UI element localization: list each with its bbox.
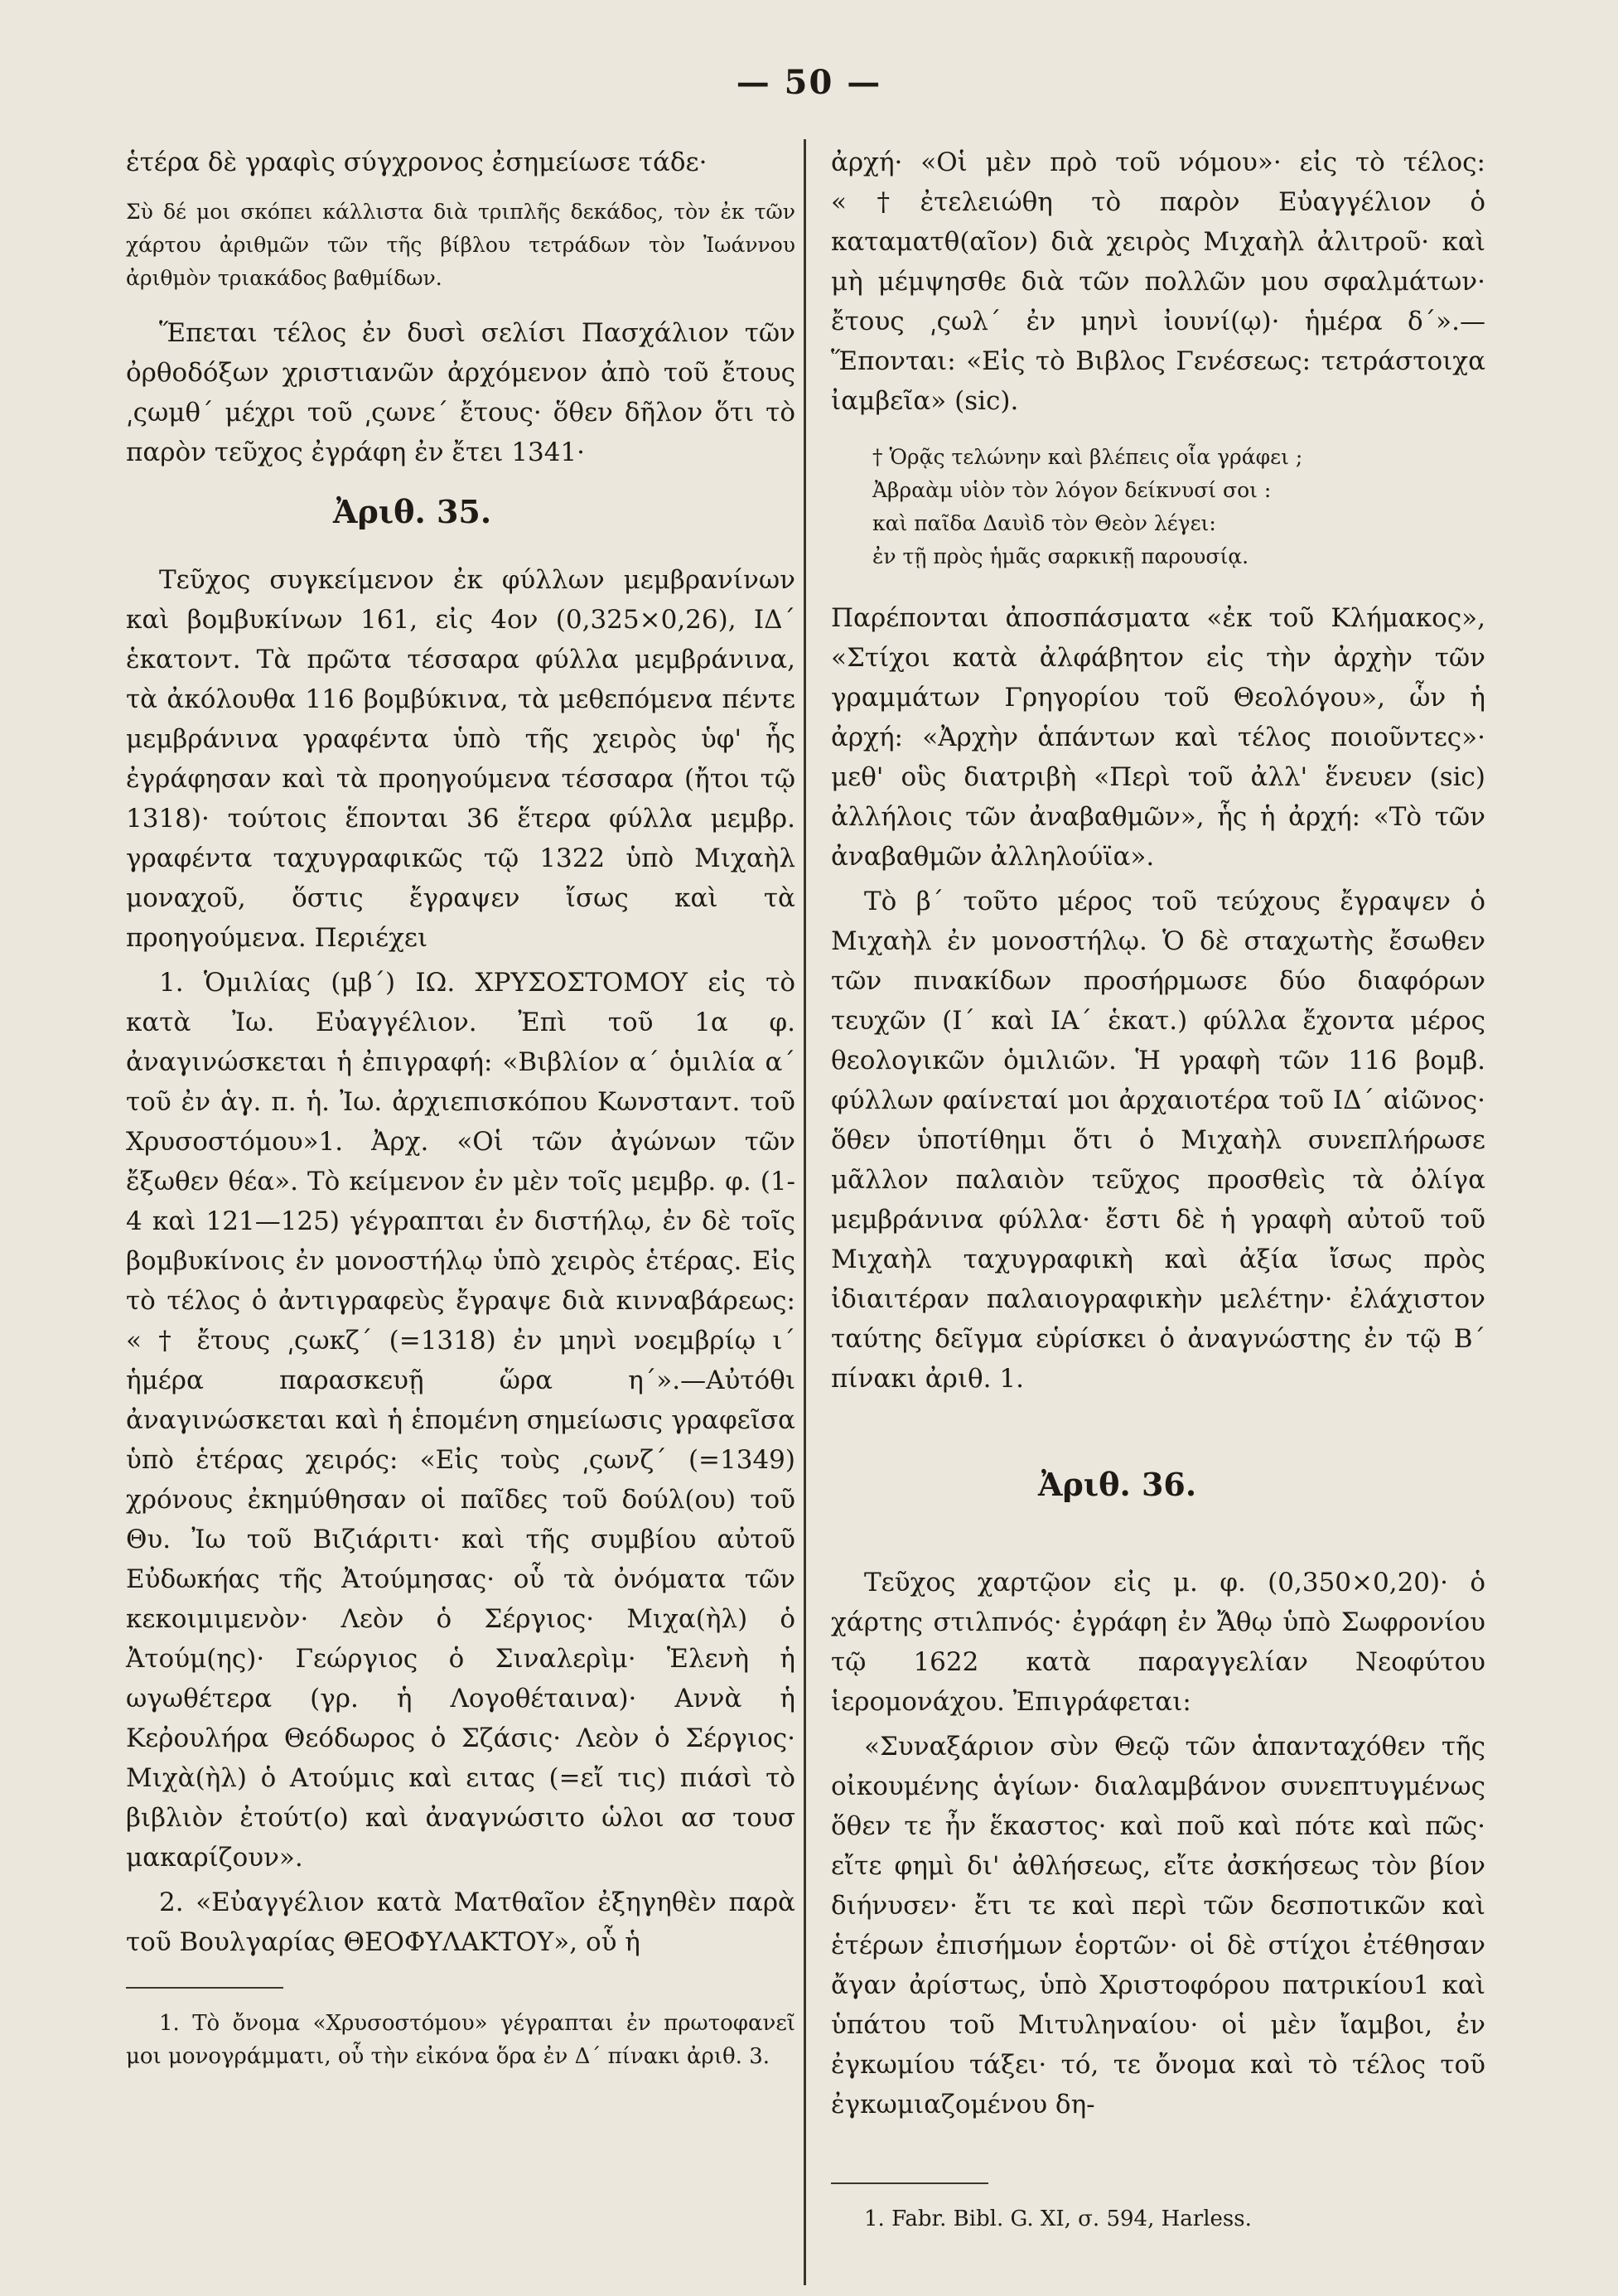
paragraph: Τὸ β΄ τοῦτο μέρος τοῦ τεύχους ἔγραψεν ὁ Μιχαὴλ ἐν μονοστήλῳ. Ὁ δὲ σταχωτὴς ἔσωθεν τῶν πινακίδων προσήρμωσε δύο διαφόρων τευχῶν (Ι΄ καὶ ΙΑ΄ ἑκατ.) φύλλα ἔχοντα μέρος θεολογικῶν ὁμιλιῶν. Ἡ γραφὴ τῶν 116 βομβ. φύλλων φαίνεταί μοι ἀρχαιοτέρα τοῦ ΙΔ΄ αἰῶνος· ὅθεν ὑποτίθημι ὅτι ὁ Μιχαὴλ συνεπλήρωσε μᾶλλον παλαιὸν τεῦχος προσθεὶς τὰ ὀλίγα μεμβράνινα φύλλα· ἔστι δὲ ἡ γραφὴ αὐτοῦ τοῦ Μιχαὴλ ταχυγραφικὴ καὶ ἀξία ἴσως πρὸς ἰδιαιτέραν παλαιογραφικὴν μελέτην· ἐλάχιστον ταύτης δεῖγμα εὑρίσκει ὁ ἀναγνώστης ἐν τῷ Β΄ πίνακι ἀριθ. 1.	[831, 887, 1485, 1394]
paragraph: ἀρχή· «Οἱ μὲν πρὸ τοῦ νόμου»· εἰς τὸ τέλος: «†ἐτελειώθη τὸ παρὸν Εὐαγγέλιον ὁ καταματθ(αῖον) διὰ χειρὸς Μιχαὴλ ἀλιτροῦ· καὶ μὴ μέμψησθε διὰ τῶν πολλῶν μου σφαλμάτων· ἔτους ͵ςωλ΄ ἐν μηνὶ ἰουνί(ῳ)· ἡμέρα δ΄».—Ἕπονται: «Εἰς τὸ Βιβλος Γενέσεως: τετράστοιχα ἰαμβεῖα» (sic).	[831, 147, 1485, 416]
right-column	[831, 143, 1485, 2240]
small-note: Σὺ δέ μοι σκόπει κάλλιστα διὰ τριπλῆς δεκάδος, τὸν ἐκ τῶν χάρτου ἀριθμῶν τῶν τῆς βίβλου τετράδων τὸν Ἰωάννου ἀριθμὸν τριακάδος βαθμίδων.	[126, 200, 795, 290]
verse-line: † Ὁρᾷς τελώνην καὶ βλέπεις οἷα γράφει ;	[872, 445, 1303, 469]
left-column	[126, 143, 795, 2078]
verse-block	[872, 441, 1485, 573]
entry-heading-35: Ἀριθ. 35.	[333, 493, 492, 530]
paragraph: Τεῦχος χαρτῷον εἰς μ. φ. (0,350×0,20)· ὁ χάρτης στιλπνός· ἐγράφη ἐν Ἄθῳ ὑπὸ Σωφρονίου τῷ 1622 κατὰ παραγγελίαν Νεοφύτου ἱερομονάχου. Ἐπιγράφεται:	[831, 1568, 1485, 1717]
footnote-rule	[831, 2182, 988, 2184]
entry-heading-36: Ἀριθ. 36.	[1038, 1466, 1197, 1503]
paragraph: 2. «Εὐαγγέλιον κατὰ Ματθαῖον ἐξηγηθὲν παρὰ τοῦ Βουλγαρίας ΘΕΟΦΥΛΑΚΤΟΥ», οὗ ἡ	[126, 1888, 795, 1957]
paragraph: «Συναξάριον σὺν Θεῷ τῶν ἁπανταχόθεν τῆς οἰκουμένης ἁγίων· διαλαμβάνον συνεπτυγμένως ὅθεν τε ἦν ἕκαστος· καὶ ποῦ καὶ πότε καὶ πῶς· εἴτε φημὶ δι' ἀθλήσεως, εἴτε ἀσκήσεως τὸν βίον διήνυσεν· ἔτι τε καὶ περὶ τῶν δεσποτικῶν καὶ ἑτέρων ἐπισήμων ἑορτῶν· οἱ δὲ στίχοι ἐτέθησαν ἄγαν ἀρίστως, ὑπὸ Χριστοφόρου πατρικίου1 καὶ ὑπάτου τοῦ Μιτυληναίου· οἱ μὲν ἴαμβοι, ἐν ἐγκωμίου τάξει· τό, τε ὄνομα καὶ τὸ τέλος τοῦ ἐγκωμιαζομένου δη-	[831, 1732, 1485, 2120]
paragraph: 1. Ὁμιλίας (μβ΄) ΙΩ. ΧΡΥΣΟΣΤΟΜΟΥ εἰς τὸ κατὰ Ἰω. Εὐαγγέλιον. Ἐπὶ τοῦ 1α φ. ἀναγινώσκεται ἡ ἐπιγραφή: «Βιβλίον α΄ ὁμιλία α΄ τοῦ ἐν ἁγ. π. ἡ. Ἰω. ἀρχιεπισκόπου Κωνσταντ. τοῦ Χρυσοστόμου»1. Ἀρχ. «Οἱ τῶν ἀγώνων τῶν ἔξωθεν θέα». Τὸ κείμενον ἐν μὲν τοῖς μεμβρ. φ. (1-4 καὶ 121—125) γέγραπται ἐν διστήλῳ, ἐν δὲ τοῖς βομβυκίνοις ἐν μονοστήλῳ ὑπὸ χειρὸς ἑτέρας. Εἰς τὸ τέλος ὁ ἀντιγραφεὺς ἔγραψε διὰ κινναβάρεως: « † ἔτους ͵ςωκζ΄ (=1318) ἐν μηνὶ νοεμβρίῳ ι΄ ἡμέρα παρασκευῇ ὥρα η΄».—Αὐτόθι ἀναγινώσκεται καὶ ἡ ἑπομένη σημείωσις γραφεῖσα ὑπὸ ἑτέρας χειρός: «Εἰς τοὺς ͵ςωνζ΄ (=1349) χρόνους ἐκημύθησαν οἱ παῖδες τοῦ δούλ(ου) τοῦ Θυ. Ἰω τοῦ Βιζιάριτι· καὶ τῆς συμβίου αὐτοῦ Εὐδωκήας τῆς Ἀτούμησας· οὗ τὰ ὀνόματα τῶν κεκοιμιμενὸν· Λεὸν ὁ Σέργιος· Μιχα(ὴλ) ὁ Ἀτούμ(ης)· Γεώργιος ὁ Σιναλερὶμ· Ἑλενὴ ἡ ωγωθέτερα (γρ. ἡ Λογοθέταινα)· Αννὰ ἡ Κεῤουλήρα Θεόδωρος ὁ Σζάσις· Λεὸν ὁ Σέργιος· Μιχὰ(ὴλ) ὁ Ατούμις καὶ ειτας (=εἴ τις) πιάσὶ τὸ βιβλιὸν ἐτούτ(ο) καὶ ἀναγνώσιτο ὡλοι ασ τουσ μακαρίζουν».	[126, 968, 795, 1873]
verse-line: καὶ παῖδα Δαυὶδ τὸν Θεὸν λέγει:	[872, 511, 1216, 535]
intro-line: ἑτέρα δὲ γραφὶς σύγχρονος ἐσημείωσε τάδε·	[126, 147, 708, 177]
column-divider	[804, 139, 806, 2285]
footnote: 1. Τὸ ὄνομα «Χρυσοστόμου» γέγραπται ἐν πρωτοφανεῖ μοι μονογράμματι, οὗ τὴν εἰκόνα ὅρα ἐν Δ΄ πίνακι ἀριθ. 3.	[126, 2011, 795, 2069]
footnote-rule	[126, 1987, 283, 1989]
verse-line: ἐν τῇ πρὸς ἡμᾶς σαρκικῇ παρουσίᾳ.	[872, 544, 1249, 568]
paragraph: Παρέπονται ἀποσπάσματα «ἐκ τοῦ Κλήμακος», «Στίχοι κατὰ ἀλφάβητον εἰς τὴν ἀρχὴν τῶν γραμμάτων Γρηγορίου τοῦ Θεολόγου», ὧν ἡ ἀρχή: «Ἀρχὴν ἁπάντων καὶ τέλος ποιοῦντες»· μεθ' οὓς διατριβὴ «Περὶ τοῦ ἀλλ' ἕνευεν (sic) ἀλλήλοις τῶν ἀναβαθμῶν», ἧς ἡ ἀρχή: «Τὸ τῶν ἀναβαθμῶν ἀλληλούϊα».	[831, 603, 1485, 872]
verse-line: Ἀβραὰμ υἱὸν τὸν λόγον δείκνυσί σοι :	[872, 478, 1272, 502]
footnote: 1. Fabr. Bibl. G. XI, σ. 594, Harless.	[864, 2207, 1252, 2231]
paragraph: Τεῦχος συγκείμενον ἐκ φύλλων μεμβρανίνων καὶ βομβυκίνων 161, εἰς 4ον (0,325×0,26), ΙΔ΄ ἑκατοντ. Τὰ πρῶτα τέσσαρα φύλλα μεμβράνινα, τὰ ἀκόλουθα 116 βομβύκινα, τὰ μεθεπόμενα πέντε μεμβράνινα γραφέντα ὑπὸ τῆς χειρὸς ὑφ' ἧς ἐγράφησαν καὶ τὰ προηγούμενα τέσσαρα (ἤτοι τῷ 1318)· τούτοις ἕπονται 36 ἕτερα φύλλα μεμβρ. γραφέντα ταχυγραφικῶς τῷ 1322 ὑπὸ Μιχαὴλ μοναχοῦ, ὅστις ἔγραψεν ἴσως καὶ τὰ προηγούμενα. Περιέχει	[126, 565, 795, 953]
paragraph: Ἕπεται τέλος ἐν δυσὶ σελίσι Πασχάλιον τῶν ὀρθοδόξων χριστιανῶν ἀρχόμενον ἀπὸ τοῦ ἔτους ͵ςωμθ΄ μέχρι τοῦ ͵ςωνε΄ ἔτους· ὅθεν δῆλον ὅτι τὸ παρὸν τεῦχος ἐγράφη ἐν ἔτει 1341·	[126, 318, 795, 467]
page-number: — 50 —	[736, 63, 882, 102]
